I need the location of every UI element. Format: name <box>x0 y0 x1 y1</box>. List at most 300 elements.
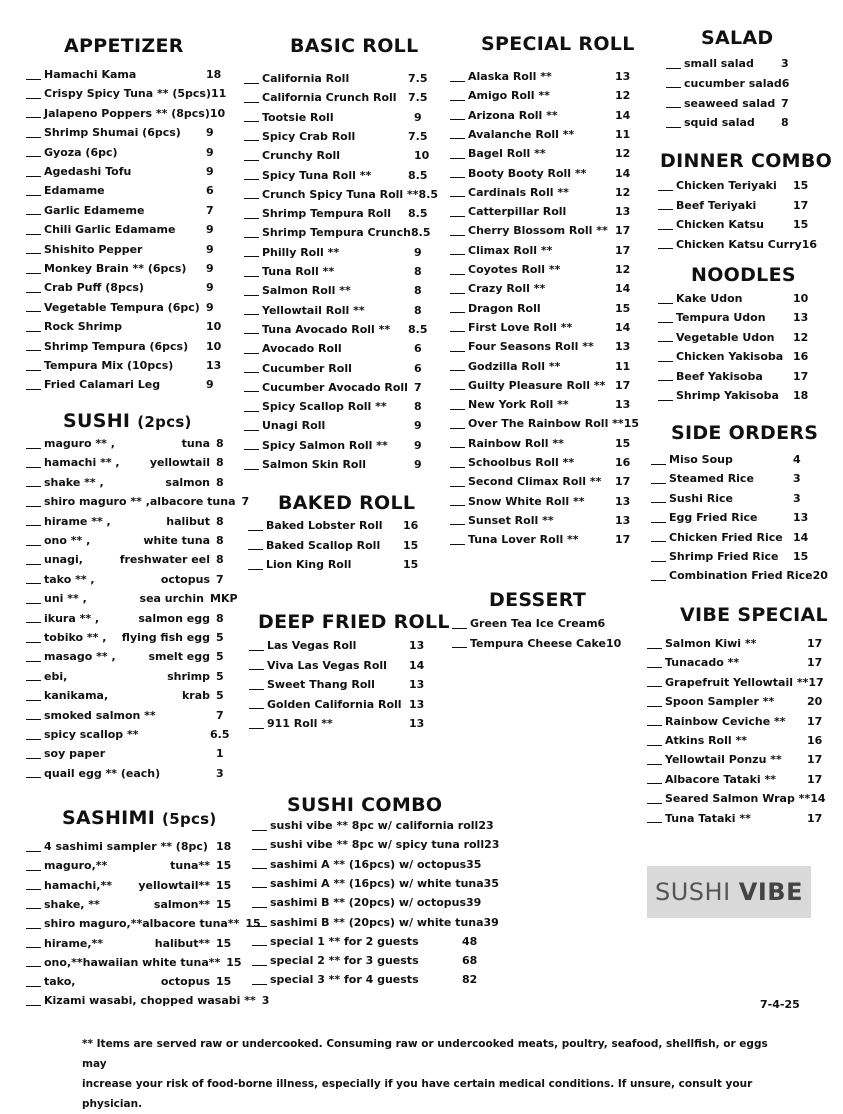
item-price: 8 <box>414 265 422 278</box>
item-name: Viva Las Vegas Roll <box>267 658 387 672</box>
item-price: 15 <box>226 955 242 969</box>
item-description: tuna** <box>170 859 210 873</box>
item-name: Green Tea Ice Cream <box>470 617 598 630</box>
item-name: Cucumber Roll <box>262 361 352 375</box>
basic-roll-item <box>244 262 434 281</box>
basic-roll-item <box>244 416 434 435</box>
logo-text-sushi: SUSHI <box>655 878 739 906</box>
order-blank-line <box>450 535 465 545</box>
item-name: Cherry Blossom Roll ** <box>468 224 608 238</box>
order-blank-line <box>26 128 41 138</box>
order-blank-line <box>244 421 259 431</box>
basic-roll-item <box>244 88 434 107</box>
order-blank-line <box>26 861 41 871</box>
basic-roll-item <box>244 378 434 397</box>
item-price: 4 <box>793 453 801 466</box>
order-blank-line <box>450 477 465 487</box>
item-name: Yellowtail Ponzu ** <box>665 753 782 767</box>
item-price: 20 <box>807 695 823 709</box>
item-name: sashimi B ** (20pcs) w/ octopus <box>270 896 467 910</box>
noodles-item <box>658 308 813 327</box>
special-roll-item <box>450 453 635 472</box>
dessert-item <box>452 614 617 633</box>
order-blank-line <box>26 613 41 623</box>
item-name: tako, <box>44 975 76 989</box>
item-name: tako ** , <box>44 572 95 586</box>
order-blank-line <box>26 70 41 80</box>
item-price: 23 <box>478 819 494 832</box>
item-price: 14 <box>615 320 631 334</box>
item-price: 10 <box>793 292 809 305</box>
item-name: Jalapeno Poppers ** (8pcs) <box>44 106 210 120</box>
order-blank-line <box>26 361 41 371</box>
item-price: 15 <box>615 301 631 315</box>
item-name: Tempura Cheese Cake <box>470 636 606 650</box>
basic-roll-item <box>244 69 434 88</box>
order-blank-line <box>450 129 465 139</box>
order-blank-line <box>658 313 673 323</box>
special-roll-item <box>450 86 635 105</box>
sashimi-item <box>26 991 270 1010</box>
order-blank-line <box>26 205 41 215</box>
order-blank-line <box>26 225 41 235</box>
item-name: Coyotes Roll ** <box>468 263 561 276</box>
order-blank-line <box>450 168 465 178</box>
basic-roll-title: BASIC ROLL <box>290 35 419 57</box>
item-price: 14 <box>615 166 631 180</box>
item-name: Vegetable Udon <box>676 330 775 344</box>
item-price: 9 <box>206 126 214 140</box>
order-blank-line <box>26 536 41 546</box>
deep-fried-roll-item <box>249 636 429 655</box>
item-price: 18 <box>216 840 232 853</box>
item-price: 5 <box>216 689 224 703</box>
item-price: 16 <box>793 350 809 364</box>
item-price: 13 <box>615 70 631 83</box>
item-price: 15 <box>793 179 809 192</box>
item-price: 8.5 <box>408 207 428 221</box>
item-name: Tempura Udon <box>676 311 766 325</box>
sushi-combo-item <box>252 951 482 970</box>
item-price: 17 <box>615 533 631 547</box>
basic-roll-item <box>244 339 434 358</box>
order-blank-line <box>26 842 41 852</box>
item-name: unagi, <box>44 553 83 567</box>
item-name: hirame ** , <box>44 514 111 528</box>
item-price: 8.5 <box>408 168 428 182</box>
order-blank-line <box>450 303 465 313</box>
basic-roll-item <box>244 455 434 474</box>
item-name: ebi, <box>44 669 68 683</box>
order-blank-line <box>26 89 41 99</box>
order-blank-line <box>651 493 666 503</box>
order-blank-line <box>244 151 259 161</box>
item-price: 15 <box>793 218 809 231</box>
item-name: shiro maguro ** , <box>44 495 150 509</box>
special-roll-item <box>450 492 635 511</box>
sushi-item <box>26 570 236 589</box>
special-roll-item <box>450 202 635 221</box>
order-blank-line <box>452 638 467 648</box>
item-name: maguro,** <box>44 859 108 873</box>
item-name: Crispy Spicy Tuna ** (5pcs) <box>44 87 211 101</box>
item-name: Amigo Roll ** <box>468 89 550 103</box>
item-name: tobiko ** , <box>44 631 107 644</box>
item-price: 12 <box>615 89 631 103</box>
order-blank-line <box>244 131 259 141</box>
item-name: sashimi B ** (20pcs) w/ white tuna <box>270 915 484 929</box>
item-description: albacore tuna** <box>142 917 240 931</box>
item-description: shrimp <box>167 669 210 683</box>
sushi-combo-item <box>252 835 500 854</box>
item-name: Salmon Skin Roll <box>262 458 367 471</box>
item-price: 15 <box>216 936 232 950</box>
item-price: 17 <box>793 198 809 212</box>
item-name: Miso Soup <box>669 453 733 466</box>
item-name: Golden California Roll <box>267 697 402 711</box>
order-blank-line <box>450 419 465 429</box>
order-blank-line <box>26 497 41 507</box>
item-name: Tuna Roll ** <box>262 265 335 278</box>
order-blank-line <box>647 755 662 765</box>
special-roll-item <box>450 164 635 183</box>
special-roll-item <box>450 299 635 318</box>
item-price: 6 <box>206 184 214 198</box>
order-blank-line <box>252 859 267 869</box>
appetizer-item <box>26 356 226 375</box>
order-blank-line <box>26 957 41 967</box>
order-blank-line <box>450 72 465 82</box>
item-name: Crunch Spicy Tuna Roll ** <box>262 187 419 201</box>
item-price: 11 <box>615 359 631 373</box>
order-blank-line <box>658 391 673 401</box>
item-name: New York Roll ** <box>468 398 569 412</box>
order-blank-line <box>252 840 267 850</box>
appetizer-item <box>26 337 226 356</box>
noodles-item <box>658 386 813 405</box>
item-price: 35 <box>466 857 482 871</box>
item-name: Crazy Roll ** <box>468 282 546 296</box>
sashimi-title <box>62 807 217 829</box>
order-blank-line <box>450 342 465 352</box>
order-blank-line <box>450 322 465 332</box>
order-blank-line <box>450 149 465 159</box>
special-roll-item <box>450 337 635 356</box>
item-name: Chicken Yakisoba <box>676 350 784 364</box>
side-orders-item <box>651 547 813 566</box>
order-blank-line <box>450 361 465 371</box>
item-name: Alaska Roll ** <box>468 70 552 83</box>
special-roll-item <box>450 472 635 491</box>
item-name: special 3 ** for 4 guests <box>270 973 419 987</box>
item-price: 7 <box>216 572 224 586</box>
item-price: MKP <box>210 592 238 606</box>
sushi-item <box>26 531 236 550</box>
item-price: 8.5 <box>410 226 431 240</box>
item-name: sushi vibe ** 8pc w/ spicy tuna roll <box>270 838 485 852</box>
order-blank-line <box>450 438 465 448</box>
item-price: 17 <box>807 714 823 728</box>
special-roll-item <box>450 67 635 86</box>
basic-roll-item <box>244 185 439 204</box>
special-roll-item <box>450 434 635 453</box>
item-price: 13 <box>409 717 425 730</box>
appetizer-item <box>26 278 226 297</box>
item-name: Rock Shrimp <box>44 320 122 334</box>
appetizer-item <box>26 298 226 317</box>
item-name: Tuna Tataki ** <box>665 811 751 825</box>
item-description: albacore tuna <box>149 495 236 509</box>
item-name: Shishito Pepper <box>44 242 143 256</box>
item-name: Tootsie Roll <box>262 110 334 124</box>
item-name: Chicken Fried Rice <box>669 530 783 544</box>
appetizer-item <box>26 123 226 142</box>
item-description: salmon** <box>153 897 210 911</box>
side-orders-item <box>651 566 828 585</box>
item-description: hawaiian white tuna** <box>82 955 221 969</box>
order-blank-line <box>244 189 259 199</box>
order-blank-line <box>26 633 41 643</box>
order-blank-line <box>26 283 41 293</box>
order-blank-line <box>252 975 267 985</box>
item-price: 12 <box>615 185 631 199</box>
sashimi-item <box>26 972 236 991</box>
order-blank-line <box>450 284 465 294</box>
special-roll-item <box>450 279 635 298</box>
order-blank-line <box>450 496 465 506</box>
item-price: 7 <box>206 203 214 217</box>
order-blank-line <box>666 98 681 108</box>
item-name: small salad <box>684 57 754 70</box>
order-blank-line <box>244 93 259 103</box>
item-name: Spicy Crab Roll <box>262 129 356 143</box>
sushi-combo-item <box>252 816 494 835</box>
order-blank-line <box>26 147 41 157</box>
item-name: Avalanche Roll ** <box>468 127 575 141</box>
order-blank-line <box>651 455 666 465</box>
item-name: Sunset Roll ** <box>468 513 554 527</box>
side-orders-item <box>651 489 813 508</box>
sushi-item <box>26 647 236 666</box>
item-price: 15 <box>623 417 639 431</box>
item-price: 8.5 <box>408 322 428 336</box>
item-name: Las Vegas Roll <box>267 639 357 652</box>
item-name: Monkey Brain ** (6pcs) <box>44 262 187 275</box>
sushi-combo-item <box>252 893 482 912</box>
order-blank-line <box>658 220 673 230</box>
sushi-item <box>26 434 236 453</box>
item-name: Baked Lobster Roll <box>266 519 383 532</box>
order-blank-line <box>244 74 259 84</box>
logo-text-vibe: VIBE <box>738 878 803 906</box>
deep-fried-roll-item <box>249 656 429 675</box>
order-blank-line <box>450 245 465 255</box>
baked-roll-item <box>248 555 423 574</box>
item-price: 20 <box>812 569 828 583</box>
item-price: 8 <box>216 611 224 625</box>
item-price: 9 <box>206 300 214 314</box>
sushi-combo-item <box>252 932 482 951</box>
order-blank-line <box>244 402 259 412</box>
order-blank-line <box>244 363 259 373</box>
order-blank-line <box>658 371 673 381</box>
sushi-item <box>26 628 236 647</box>
item-price: 5 <box>216 650 224 664</box>
item-name: squid salad <box>684 116 755 130</box>
basic-roll-item <box>244 108 434 127</box>
basic-roll-item <box>244 281 434 300</box>
order-blank-line <box>26 574 41 584</box>
item-name: First Love Roll ** <box>468 320 573 334</box>
sushi-item <box>26 706 236 725</box>
item-name: Tempura Mix (10pcs) <box>44 359 174 372</box>
item-description: salmon <box>165 475 210 489</box>
item-price: 8 <box>216 534 224 547</box>
noodles-item <box>658 289 813 308</box>
appetizer-item <box>26 143 226 162</box>
item-name: hamachi,** <box>44 878 112 892</box>
item-name: special 1 ** for 2 guests <box>270 934 419 948</box>
item-price: 17 <box>615 378 631 392</box>
dinner-combo-item <box>658 215 813 234</box>
item-price: 15 <box>793 550 809 563</box>
order-blank-line <box>252 878 267 888</box>
item-price: 8 <box>216 456 224 470</box>
item-price: 9 <box>414 110 422 124</box>
item-price: 13 <box>206 359 222 372</box>
sushi-combo-item <box>252 913 499 932</box>
item-name: maguro ** , <box>44 437 115 450</box>
item-price: 39 <box>466 896 482 910</box>
basic-roll-item <box>244 166 434 185</box>
item-price: 10 <box>414 149 430 163</box>
order-blank-line <box>26 341 41 351</box>
sushi-item <box>26 744 236 763</box>
order-blank-line <box>647 658 662 668</box>
order-blank-line <box>647 813 662 823</box>
item-price: 9 <box>414 458 422 471</box>
item-name: kanikama, <box>44 689 109 703</box>
item-name: Hamachi Kama <box>44 68 137 81</box>
appetizer-item <box>26 317 226 336</box>
order-blank-line <box>26 768 41 778</box>
order-blank-line <box>651 552 666 562</box>
item-name: Over The Rainbow Roll ** <box>468 417 624 431</box>
order-blank-line <box>658 181 673 191</box>
order-blank-line <box>26 108 41 118</box>
item-name: Cardinals Roll ** <box>468 185 569 199</box>
order-blank-line <box>450 187 465 197</box>
order-blank-line <box>244 460 259 470</box>
item-price: 18 <box>793 389 809 402</box>
item-price: 68 <box>462 954 478 968</box>
appetizer-item <box>26 201 226 220</box>
dinner-combo-item <box>658 176 813 195</box>
item-price: 5 <box>216 669 224 683</box>
noodles-item <box>658 367 813 386</box>
item-price: 9 <box>206 145 214 159</box>
item-price: 15 <box>216 975 232 989</box>
item-name: Catterpillar Roll <box>468 205 567 219</box>
item-name: Bagel Roll ** <box>468 147 546 161</box>
order-blank-line <box>26 977 41 987</box>
order-blank-line <box>26 264 41 274</box>
deep-fried-roll-item <box>249 675 429 694</box>
order-blank-line <box>26 322 41 332</box>
order-blank-line <box>26 477 41 487</box>
item-description: salmon egg <box>138 611 210 625</box>
item-price: 7 <box>216 708 224 722</box>
side-orders-title: SIDE ORDERS <box>671 422 819 444</box>
item-name: Shrimp Shumai (6pcs) <box>44 126 181 140</box>
special-roll-item <box>450 106 635 125</box>
order-blank-line <box>26 458 41 468</box>
order-blank-line <box>26 516 41 526</box>
item-price: 10 <box>606 636 622 650</box>
item-price: 15 <box>216 897 232 911</box>
item-name: sashimi A ** (16pcs) w/ white tuna <box>270 876 484 890</box>
item-name: Shrimp Tempura Crunch <box>262 226 411 240</box>
order-blank-line <box>244 112 259 122</box>
basic-roll-item <box>244 146 434 165</box>
sushi-subtitle: (2pcs) <box>137 413 192 431</box>
item-price: 9 <box>414 419 422 433</box>
vibe-special-item <box>647 731 827 750</box>
sushi-item <box>26 473 236 492</box>
sushi-item <box>26 764 236 783</box>
order-blank-line <box>244 247 259 257</box>
special-roll-item <box>450 357 635 376</box>
salad-title: SALAD <box>701 27 774 49</box>
item-name: Sushi Rice <box>669 491 733 505</box>
item-name: Atkins Roll ** <box>665 734 747 747</box>
dinner-combo-title: DINNER COMBO <box>660 150 833 172</box>
item-price: 12 <box>615 147 631 161</box>
item-price: 17 <box>615 243 631 257</box>
basic-roll-item <box>244 359 434 378</box>
item-name: California Crunch Roll <box>262 91 397 105</box>
order-blank-line <box>26 167 41 177</box>
order-blank-line <box>647 736 662 746</box>
item-name: Avocado Roll <box>262 342 342 356</box>
sashimi-item <box>26 914 261 933</box>
item-description: yellowtail** <box>138 878 210 892</box>
appetizer-item <box>26 104 226 123</box>
order-blank-line <box>26 749 41 759</box>
item-price: 15 <box>403 558 419 571</box>
deep-fried-roll-title: DEEP FRIED ROLL <box>258 611 450 633</box>
order-blank-line <box>450 400 465 410</box>
deep-fried-roll-item <box>249 714 429 733</box>
item-name: Shrimp Yakisoba <box>676 389 779 402</box>
basic-roll-item <box>244 223 434 242</box>
item-price: 13 <box>409 697 425 711</box>
disclaimer-line-2: increase your risk of food-borne illness, especially if you have certain medical conditions. If unsure, consult your physician. <box>82 1078 753 1110</box>
sashimi-title-text: SASHIMI <box>62 807 156 829</box>
vibe-special-item <box>647 809 827 828</box>
item-description: halibut** <box>154 936 210 950</box>
item-name: Crunchy Roll <box>262 149 341 163</box>
sashimi-item <box>26 953 242 972</box>
item-price: 7.5 <box>408 91 428 105</box>
item-price: 8 <box>216 475 224 489</box>
order-blank-line <box>26 380 41 390</box>
item-name: Crab Puff (8pcs) <box>44 281 144 295</box>
order-blank-line <box>666 78 681 88</box>
item-name: Cucumber Avocado Roll <box>262 380 408 394</box>
special-roll-item <box>450 395 635 414</box>
item-price: 14 <box>793 530 809 544</box>
